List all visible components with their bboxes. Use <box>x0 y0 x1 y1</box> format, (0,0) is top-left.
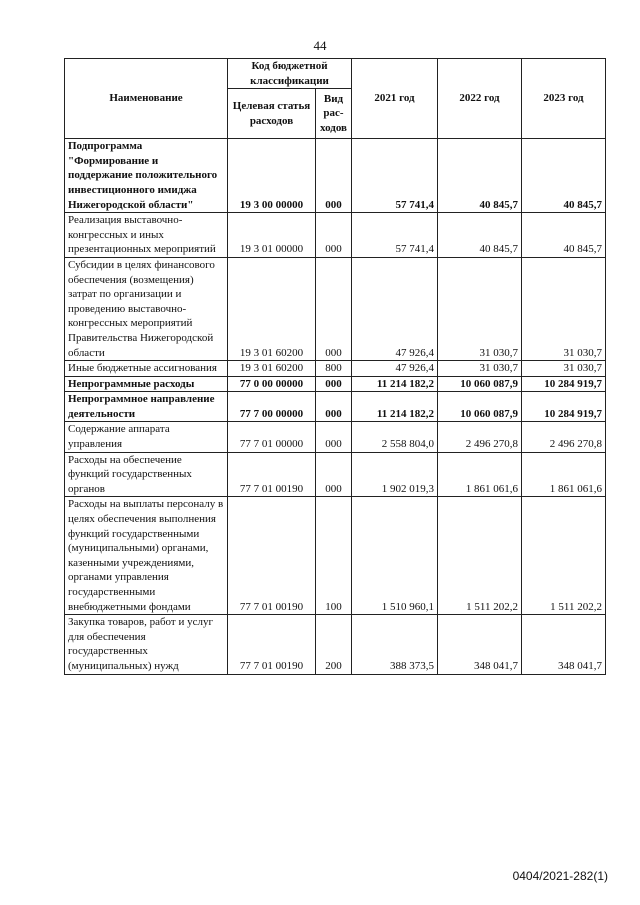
row-target-article: 19 3 01 60200 <box>228 257 316 360</box>
document-number: 0404/2021-282(1) <box>512 869 608 883</box>
row-expense-type: 000 <box>316 376 352 392</box>
row-value-2021: 2 558 804,0 <box>352 422 438 452</box>
row-expense-type: 000 <box>316 139 352 213</box>
row-value-2021: 388 373,5 <box>352 615 438 674</box>
row-name: Расходы на выплаты персоналу в целях обеспечения выполнения функций государственными (муниципальными) органами, казенными учреждениями, органами управления государственными внебюджетными фондами <box>65 497 228 615</box>
header-expense-type: Вид рас-ходов <box>316 89 352 139</box>
table-row <box>65 376 606 392</box>
row-value-2021: 47 926,4 <box>352 257 438 360</box>
header-target-article: Целевая статья расходов <box>228 89 316 139</box>
row-expense-type: 000 <box>316 213 352 258</box>
row-value-2021: 57 741,4 <box>352 139 438 213</box>
row-value-2023: 31 030,7 <box>522 257 606 360</box>
row-value-2021: 1 902 019,3 <box>352 452 438 497</box>
row-value-2022: 10 060 087,9 <box>438 392 522 422</box>
row-value-2022: 31 030,7 <box>438 257 522 360</box>
table-row <box>65 139 606 213</box>
row-name: Подпрограмма "Формирование и поддержание положительного инвестиционного имиджа Нижегородской области" <box>65 139 228 213</box>
row-value-2023: 31 030,7 <box>522 361 606 377</box>
page-number: 44 <box>313 38 327 53</box>
table-row <box>65 213 606 258</box>
row-target-article: 77 7 00 00000 <box>228 392 316 422</box>
row-expense-type: 200 <box>316 615 352 674</box>
row-expense-type: 800 <box>316 361 352 377</box>
row-target-article: 19 3 00 00000 <box>228 139 316 213</box>
row-name: Закупка товаров, работ и услуг для обеспечения государственных (муниципальных) нужд <box>65 615 228 674</box>
row-value-2021: 11 214 182,2 <box>352 376 438 392</box>
row-value-2021: 1 510 960,1 <box>352 497 438 615</box>
row-name: Расходы на обеспечение функций государственных органов <box>65 452 228 497</box>
budget-table-container <box>64 58 605 675</box>
row-value-2023: 1 861 061,6 <box>522 452 606 497</box>
table-row <box>65 615 606 674</box>
row-target-article: 19 3 01 00000 <box>228 213 316 258</box>
row-target-article: 77 7 01 00190 <box>228 615 316 674</box>
table-row <box>65 422 606 452</box>
row-expense-type: 100 <box>316 497 352 615</box>
header-2023: 2023 год <box>522 59 606 139</box>
row-value-2022: 40 845,7 <box>438 139 522 213</box>
row-target-article: 77 7 01 00000 <box>228 422 316 452</box>
row-expense-type: 000 <box>316 257 352 360</box>
row-value-2023: 2 496 270,8 <box>522 422 606 452</box>
header-2021: 2021 год <box>352 59 438 139</box>
row-value-2022: 31 030,7 <box>438 361 522 377</box>
row-expense-type: 000 <box>316 452 352 497</box>
header-budget-code: Код бюджетной классификации <box>228 59 352 89</box>
row-name: Содержание аппарата управления <box>65 422 228 452</box>
row-value-2023: 40 845,7 <box>522 139 606 213</box>
row-expense-type: 000 <box>316 422 352 452</box>
row-value-2023: 10 284 919,7 <box>522 376 606 392</box>
row-target-article: 77 0 00 00000 <box>228 376 316 392</box>
header-2022: 2022 год <box>438 59 522 139</box>
row-value-2022: 2 496 270,8 <box>438 422 522 452</box>
budget-table <box>64 58 606 675</box>
row-expense-type: 000 <box>316 392 352 422</box>
row-value-2021: 47 926,4 <box>352 361 438 377</box>
table-row <box>65 392 606 422</box>
row-value-2022: 40 845,7 <box>438 213 522 258</box>
row-target-article: 19 3 01 60200 <box>228 361 316 377</box>
row-name: Субсидии в целях финансового обеспечения (возмещения) затрат по организации и проведению выставочно-конгрессных мероприятий Правительства Нижегородской области <box>65 257 228 360</box>
table-row <box>65 257 606 360</box>
row-value-2023: 348 041,7 <box>522 615 606 674</box>
row-target-article: 77 7 01 00190 <box>228 452 316 497</box>
row-value-2022: 1 861 061,6 <box>438 452 522 497</box>
table-row <box>65 497 606 615</box>
row-value-2021: 11 214 182,2 <box>352 392 438 422</box>
row-value-2022: 10 060 087,9 <box>438 376 522 392</box>
header-name: Наименование <box>65 59 228 139</box>
table-row <box>65 452 606 497</box>
row-name: Иные бюджетные ассигнования <box>65 361 228 377</box>
row-value-2023: 40 845,7 <box>522 213 606 258</box>
row-value-2023: 10 284 919,7 <box>522 392 606 422</box>
row-target-article: 77 7 01 00190 <box>228 497 316 615</box>
row-name: Реализация выставочно-конгрессных и иных презентационных мероприятий <box>65 213 228 258</box>
row-name: Непрограммное направление деятельности <box>65 392 228 422</box>
row-value-2023: 1 511 202,2 <box>522 497 606 615</box>
table-row <box>65 361 606 377</box>
row-name: Непрограммные расходы <box>65 376 228 392</box>
row-value-2022: 348 041,7 <box>438 615 522 674</box>
row-value-2022: 1 511 202,2 <box>438 497 522 615</box>
row-value-2021: 57 741,4 <box>352 213 438 258</box>
table-body <box>65 139 606 674</box>
